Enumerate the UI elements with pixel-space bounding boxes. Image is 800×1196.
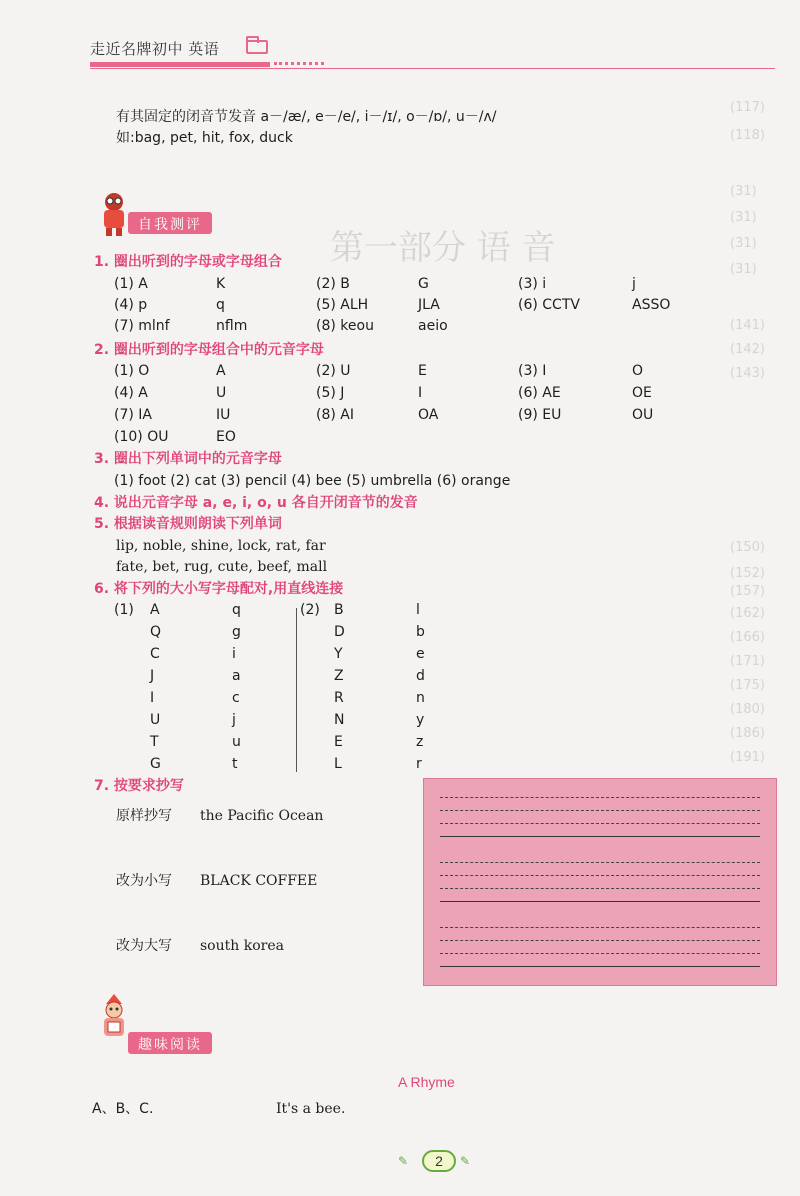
q6-left-upper: G xyxy=(150,756,161,772)
writing-line[interactable] xyxy=(440,797,760,798)
q6-left-upper: T xyxy=(150,734,159,750)
q6-right-lower: b xyxy=(416,624,425,640)
q6-title: 6. 将下列的大小写字母配对,用直线连接 xyxy=(94,581,344,597)
q6-left-upper: I xyxy=(150,690,155,706)
q2-option: IU xyxy=(216,407,231,423)
section-badge-self-test: 自我测评 xyxy=(128,212,212,234)
header-rule xyxy=(90,68,775,69)
q2-option: E xyxy=(418,363,427,379)
writing-line[interactable] xyxy=(440,875,760,876)
q6-divider xyxy=(296,608,297,772)
q6-left-lower: a xyxy=(232,668,241,684)
intro-line-1: 有其固定的闭音节发音 a－/æ/, e－/e/, i－/ɪ/, o－/ɒ/, u－/ʌ/ xyxy=(116,109,497,125)
writing-line[interactable] xyxy=(440,810,760,811)
q2-option: OE xyxy=(632,385,652,401)
section-badge-fun-reading: 趣味阅读 xyxy=(128,1032,212,1054)
q1-option: G xyxy=(418,276,429,292)
q2-option: (3) I xyxy=(518,363,547,379)
pencil-left-icon: ✎ xyxy=(398,1154,409,1168)
rhyme-line-right: It's a bee. xyxy=(276,1101,346,1117)
mascot-icon xyxy=(96,190,132,238)
q6-left-lower: c xyxy=(232,690,240,706)
q2-option: OA xyxy=(418,407,439,423)
q6-right-upper: D xyxy=(334,624,345,640)
q6-right-lower: z xyxy=(416,734,424,750)
writing-line[interactable] xyxy=(440,927,760,928)
q1-option: (2) B xyxy=(316,276,350,292)
q5-title: 5. 根据读音规则朗读下列单词 xyxy=(94,516,282,532)
q6-right-upper: R xyxy=(334,690,344,706)
q1-option: JLA xyxy=(418,297,440,313)
q6-right-upper: N xyxy=(334,712,345,728)
q6-left-lower: i xyxy=(232,646,236,662)
q3-title: 3. 圈出下列单词中的元音字母 xyxy=(94,451,282,467)
writing-line[interactable] xyxy=(440,836,760,837)
q2-option: (6) AE xyxy=(518,385,561,401)
q6-left-lower: j xyxy=(232,712,236,728)
q2-option: I xyxy=(418,385,423,401)
writing-line[interactable] xyxy=(440,940,760,941)
q6-right-upper: Z xyxy=(334,668,344,684)
writing-line[interactable] xyxy=(440,862,760,863)
q6-right-upper: Y xyxy=(334,646,343,662)
q1-option: ASSO xyxy=(632,297,671,313)
header-dotted-line xyxy=(274,62,324,67)
q4-title: 4. 说出元音字母 a, e, i, o, u 各自开闭音节的发音 xyxy=(94,495,418,511)
q6-right-lower: r xyxy=(416,756,422,772)
q2-option: (10) OU xyxy=(114,429,169,445)
q2-option: U xyxy=(216,385,227,401)
q7-item-text: the Pacific Ocean xyxy=(200,808,324,824)
rhyme-title: A Rhyme xyxy=(398,1074,455,1090)
q1-option: aeio xyxy=(418,318,448,334)
q1-option: (3) i xyxy=(518,276,547,292)
writing-line[interactable] xyxy=(440,823,760,824)
writing-line[interactable] xyxy=(440,953,760,954)
q6-right-lower: y xyxy=(416,712,425,728)
q6-right-upper: E xyxy=(334,734,343,750)
q2-option: (2) U xyxy=(316,363,351,379)
q7-item-text: south korea xyxy=(200,938,284,954)
writing-line[interactable] xyxy=(440,888,760,889)
q1-option: (6) CCTV xyxy=(518,297,580,313)
header-accent-bar xyxy=(90,62,270,67)
page-number-value: 2 xyxy=(422,1150,456,1172)
q6-right-lower: e xyxy=(416,646,425,662)
q5-words-2: fate, bet, rug, cute, beef, mall xyxy=(116,559,328,575)
q2-option: (8) AI xyxy=(316,407,354,423)
q2-option: (5) J xyxy=(316,385,345,401)
rhyme-line-left: A、B、C. xyxy=(92,1101,154,1117)
reading-mascot-icon xyxy=(96,994,132,1042)
q7-item-label: 改为小写 xyxy=(116,873,172,889)
q6-right-lower: n xyxy=(416,690,425,706)
q6-right-label: (2) xyxy=(300,602,320,618)
q2-option: A xyxy=(216,363,226,379)
q1-option: (5) ALH xyxy=(316,297,369,313)
q6-left-lower: u xyxy=(232,734,241,750)
q1-title: 1. 圈出听到的字母或字母组合 xyxy=(94,254,282,270)
q6-right-upper: L xyxy=(334,756,342,772)
intro-line-2: 如:bag, pet, hit, fox, duck xyxy=(116,130,293,146)
q6-left-upper: J xyxy=(150,668,155,684)
q6-left-upper: C xyxy=(150,646,160,662)
q6-right-lower: d xyxy=(416,668,425,684)
writing-line[interactable] xyxy=(440,901,760,902)
q6-left-upper: Q xyxy=(150,624,162,640)
q6-left-upper: U xyxy=(150,712,161,728)
q2-option: (1) O xyxy=(114,363,150,379)
q7-item-text: BLACK COFFEE xyxy=(200,873,318,889)
q1-option: (8) keou xyxy=(316,318,374,334)
q6-left-lower: t xyxy=(232,756,238,772)
header-title: 走近名牌初中 英语 xyxy=(90,40,220,58)
q7-title: 7. 按要求抄写 xyxy=(94,778,184,794)
q1-option: (1) A xyxy=(114,276,148,292)
q6-left-label: (1) xyxy=(114,602,134,618)
q6-left-lower: g xyxy=(232,624,241,640)
q2-option: (7) IA xyxy=(114,407,152,423)
q1-option: K xyxy=(216,276,226,292)
q5-words-1: lip, noble, shine, lock, rat, far xyxy=(116,538,326,554)
page-number xyxy=(398,1150,482,1172)
workbook-page: 第一部分 语 音 (117) (118) (31) (31) (31) (31) (141) (142) (143) (150) (152) (157) (162) (166) (171) (175) (180) (186) (191) 走近名牌初中 英语 有其固定的闭音节发音 a－/æ/, e－/e/, i－/ɪ/, o－/ɒ/, u－/ʌ/ 如:bag, pet, hit, fox, duck 自我测评 1. 圈出听到的字母或字母组合 (1) A K (2) B G (3) i j (4) p q (5) ALH JLA (6) CCTV ASSO (7) mlnf nflm (8) keou aeio 2. 圈出听到的字母组合中的元音字母 (1) O A (2) U E (3) I O (4) A U (5) J I (6) AE OE (7) IA IU (8) AI OA (9) EU OU (10) OU EO 3. 圈出下列单词中的元音字母 (1) foot (2) cat (3) pencil (4) bee (5) umbrella (6) orange 4. 说出元音字母 a, e, i, o, u 各自开闭音节的发音 5. 根据读音规则朗读下列单词 lip, noble, shine, lock, rat, far fate, bet, rug, cute, beef, mall 6. 将下列的大小写字母配对,用直线连接 (1) (2) A Q C J I U T G q g i a c j u t B D Y Z R N E L l b e d n y z r 7. 按要求抄写 原样抄写 the Pacific Ocean 改为小写 BLACK COFFEE 改为大写 south korea 趣味阅读 A Rhyme A、B、C. It's a bee. ✎ 2 ✎ xyxy=(0,0,800,1196)
q6-left-lower: q xyxy=(232,602,241,618)
q1-option: (7) mlnf xyxy=(114,318,170,334)
q1-option: nflm xyxy=(216,318,248,334)
pencil-right-icon: ✎ xyxy=(460,1154,471,1168)
q7-item-label: 原样抄写 xyxy=(116,808,172,824)
q1-option: j xyxy=(632,276,636,292)
q6-right-upper: B xyxy=(334,602,344,618)
q2-option: EO xyxy=(216,429,236,445)
q3-words: (1) foot (2) cat (3) pencil (4) bee (5) umbrella (6) orange xyxy=(114,473,511,489)
q2-option: (9) EU xyxy=(518,407,562,423)
q2-option: (4) A xyxy=(114,385,148,401)
q7-item-label: 改为大写 xyxy=(116,938,172,954)
q2-option: OU xyxy=(632,407,654,423)
q1-option: q xyxy=(216,297,225,313)
q1-option: (4) p xyxy=(114,297,148,313)
writing-line[interactable] xyxy=(440,966,760,967)
folder-icon xyxy=(246,40,268,54)
q2-option: O xyxy=(632,363,644,379)
q6-left-upper: A xyxy=(150,602,160,618)
q6-right-lower: l xyxy=(416,602,420,618)
q2-title: 2. 圈出听到的字母组合中的元音字母 xyxy=(94,342,324,358)
